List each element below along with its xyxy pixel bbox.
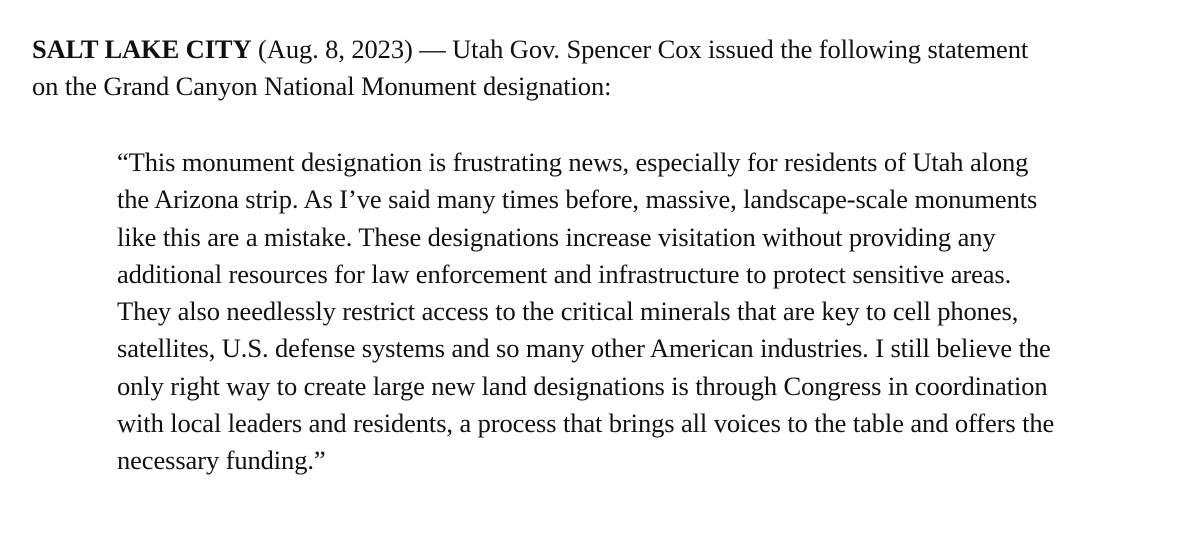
quote-line: the Arizona strip. As I’ve said many times before, massive, landscape-scale monuments	[117, 184, 1038, 215]
quote-line: additional resources for law enforcement and infrastructure to protect sensitive areas.	[117, 258, 1012, 289]
intro-text-line-2: on the Grand Canyon National Monument designation:	[32, 71, 612, 101]
quote-line: satellites, U.S. defense systems and so many other American industries. I still believe the	[117, 333, 1051, 364]
intro-text-line-1: (Aug. 8, 2023) — Utah Gov. Spencer Cox issued the following statement	[251, 34, 1029, 64]
dateline: SALT LAKE CITY	[32, 34, 252, 64]
statement-quote	[117, 144, 1177, 480]
quote-line: like this are a mistake. These designations increase visitation without providing any	[117, 221, 996, 252]
quote-line: “This monument designation is frustrating news, especially for residents of Utah along	[117, 147, 1029, 177]
intro-paragraph	[32, 31, 1162, 105]
quote-line: They also needlessly restrict access to the critical minerals that are key to cell phones,	[117, 296, 1019, 327]
quote-line: only right way to create large new land designations is through Congress in coordination	[117, 370, 1048, 401]
quote-line: necessary funding.”	[117, 445, 326, 476]
quote-line: with local leaders and residents, a process that brings all voices to the table and offers the	[117, 408, 1055, 439]
